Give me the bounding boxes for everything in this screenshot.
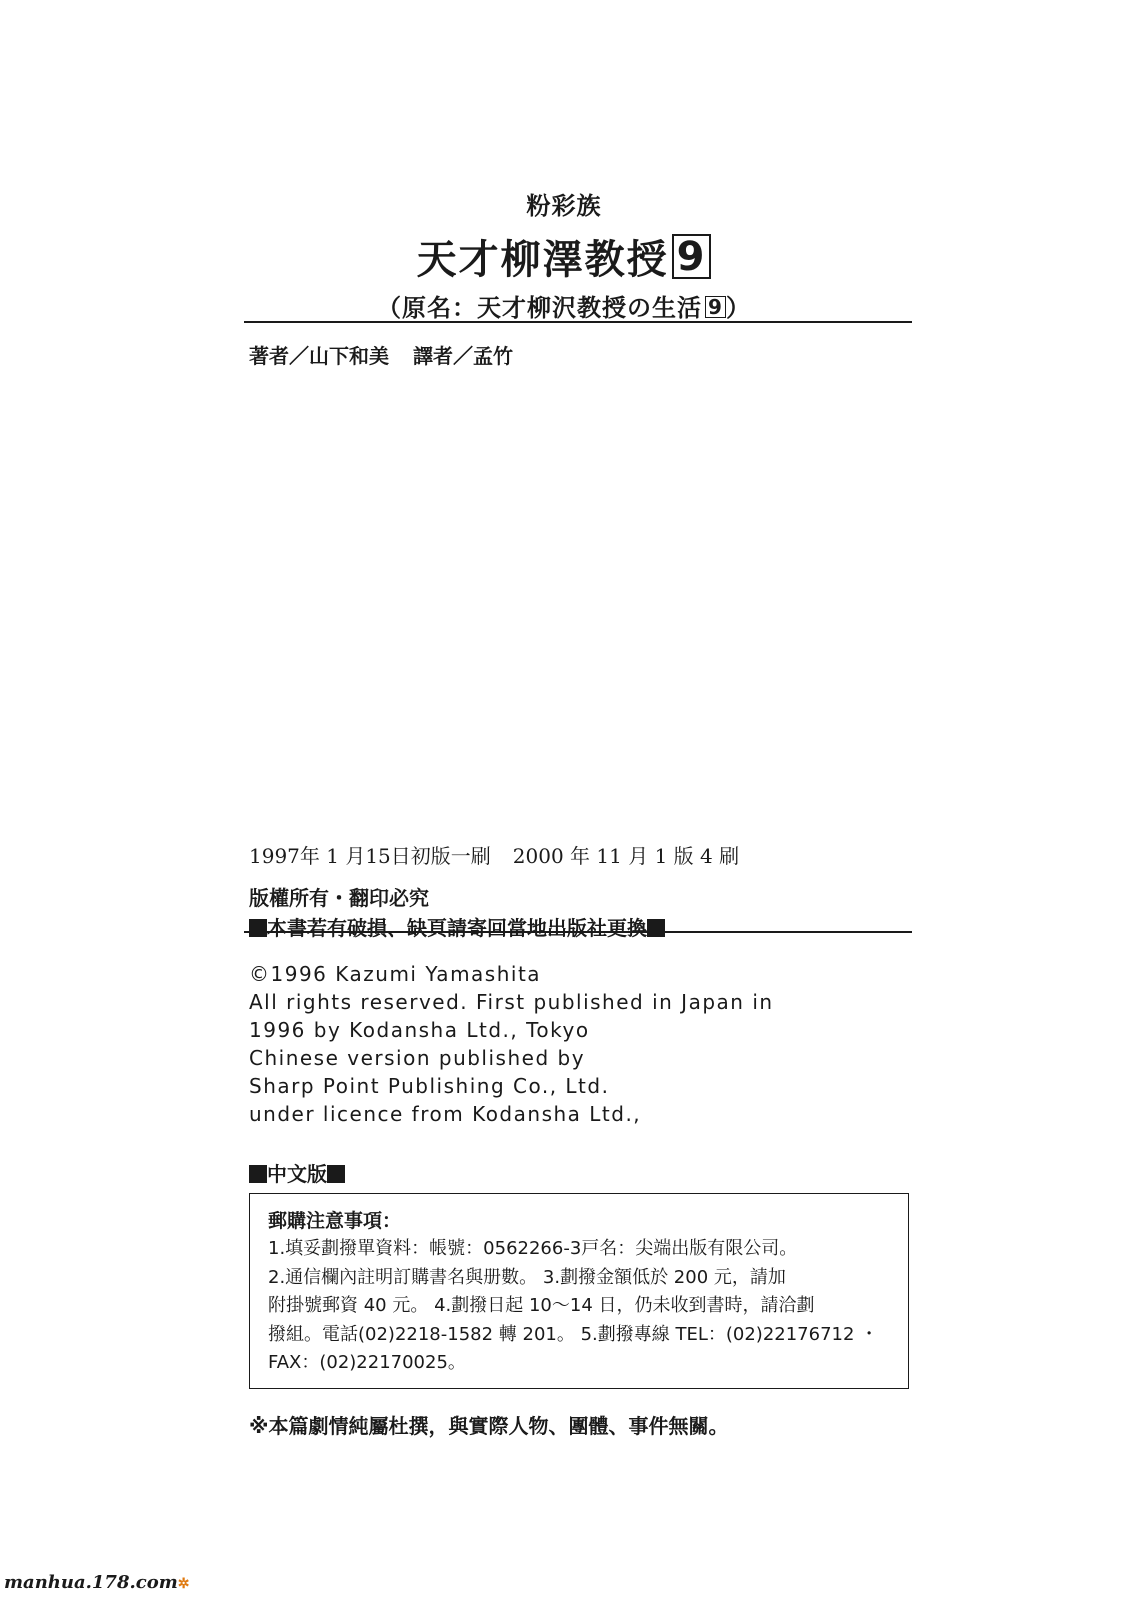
square-bullet-icon: [249, 1165, 267, 1183]
copyright-line: All rights reserved. First published in Japan in: [249, 990, 774, 1014]
copyright-line: Chinese version published by: [249, 1046, 586, 1070]
copyright-line: ©1996 Kazumi Yamashita: [249, 962, 542, 986]
imprint-label: 粉彩族: [526, 192, 602, 220]
translator-credit: 譯者／孟竹: [413, 344, 513, 368]
site-watermark: [4, 1572, 190, 1593]
book-title: [0, 228, 1128, 285]
first-printing: 1997年 1 月15日初版一刷: [249, 844, 491, 868]
mail-order-heading: 郵購注意事項：: [268, 1210, 402, 1232]
square-bullet-icon: [647, 919, 665, 937]
book-title-text: 天才柳澤教授: [416, 237, 669, 283]
mail-order-line: 撥組。電話(02)2218-1582 轉 201。 5.劃撥專線 TEL：(02)22176712 ・: [268, 1323, 879, 1345]
rights-notice: 版權所有・翻印必究: [249, 886, 429, 910]
square-bullet-icon: [327, 1165, 345, 1183]
copyright-line: under licence from Kodansha Ltd.,: [249, 1102, 642, 1126]
original-title: [0, 288, 1128, 323]
original-title-text: （原名：天才柳沢教授の生活: [377, 294, 703, 322]
mail-order-line: 2.通信欄內註明訂購書名與册數。 3.劃撥金額低於 200 元，請加: [268, 1266, 786, 1288]
rights-divider: [244, 931, 912, 933]
mail-order-box: [249, 1193, 909, 1389]
current-printing: 2000 年 11 月 1 版 4 刷: [512, 844, 740, 868]
original-volume-number: 9: [705, 296, 726, 318]
mail-order-line: 1.填妥劃撥單資料：帳號：0562266-3戸名：尖端出版有限公司。: [268, 1238, 798, 1259]
author-credit: 著者／山下和美: [249, 344, 389, 368]
square-bullet-icon: [249, 919, 267, 937]
copyright-block: [249, 960, 849, 1128]
star-icon: ✲: [177, 1576, 190, 1592]
original-title-close: ）: [725, 294, 751, 322]
edition-label: [249, 1158, 345, 1187]
printing-history: [249, 840, 739, 869]
edition-label-text: 中文版: [267, 1162, 327, 1186]
volume-number: 9: [672, 234, 712, 279]
credits-line: [249, 340, 513, 369]
replacement-notice-text: 本書若有破損、缺頁請寄回當地出版社更換: [267, 916, 647, 940]
copyright-line: 1996 by Kodansha Ltd., Tokyo: [249, 1018, 590, 1042]
replacement-notice: [249, 912, 665, 941]
copyright-line: Sharp Point Publishing Co., Ltd.: [249, 1074, 610, 1098]
mail-order-text: [268, 1235, 892, 1378]
mail-order-line: FAX：(02)22170025。: [268, 1352, 466, 1373]
fiction-disclaimer: ※本篇劇情純屬杜撰，與實際人物、團體、事件無關。: [249, 1414, 729, 1438]
mail-order-line: 附掛號郵資 40 元。 4.劃撥日起 10～14 日，仍未收到書時，請洽劃: [268, 1295, 815, 1316]
title-divider: [244, 321, 912, 323]
watermark-text: manhua.178.com: [4, 1572, 178, 1593]
